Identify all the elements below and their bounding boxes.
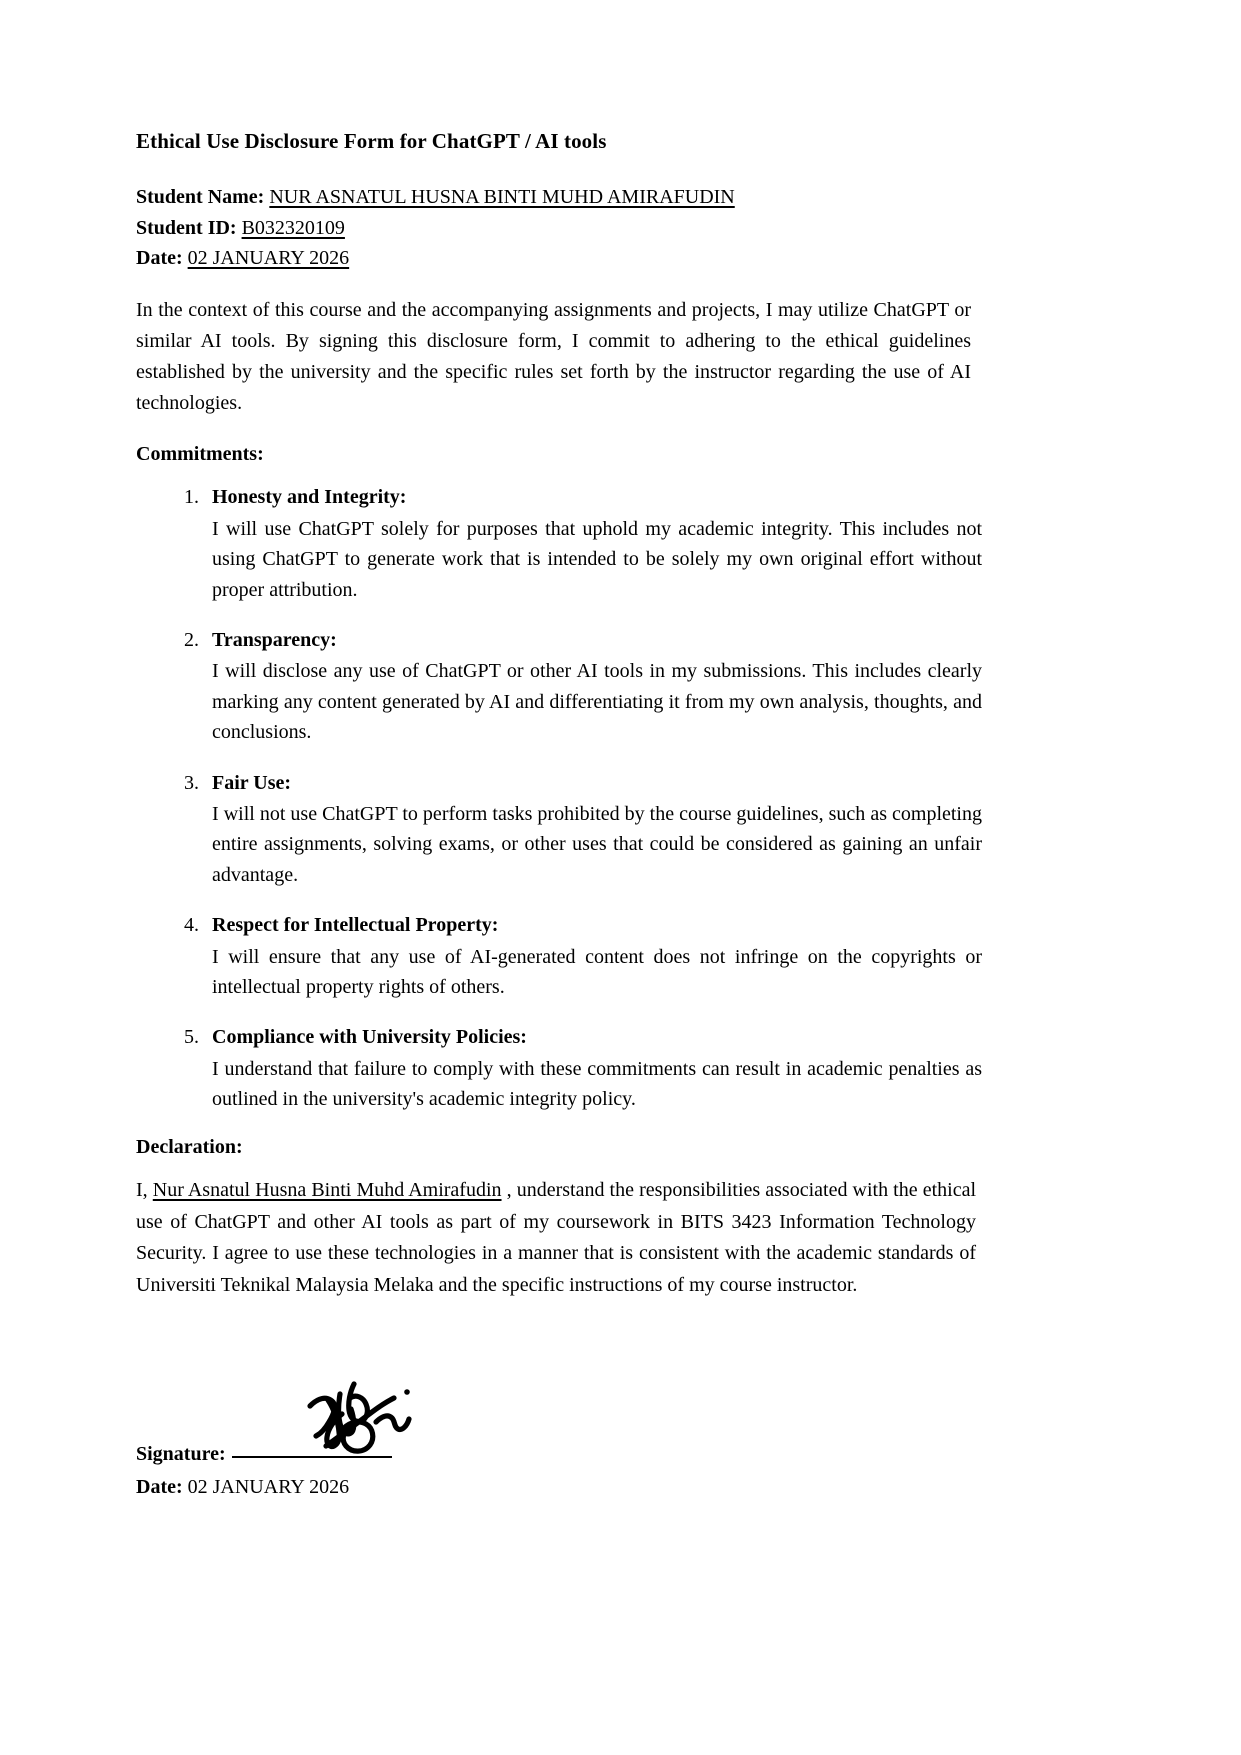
commitment-title: 1. Honesty and Integrity: <box>212 486 407 509</box>
commitment-body: I understand that failure to comply with these commitments can result in academic penalties as outlined in the university's academic integrity policy. <box>212 1057 982 1111</box>
signature-label: Signature: <box>136 1443 226 1465</box>
commitment-title: 2. Transparency: <box>212 628 337 651</box>
declaration-name: Nur Asnatul Husna Binti Muhd Amirafudin <box>152 1179 502 1202</box>
student-name-value: NUR ASNATUL HUSNA BINTI MUHD AMIRAFUDIN <box>269 186 735 209</box>
page-title: Ethical Use Disclosure Form for ChatGPT / AI tools <box>136 129 607 153</box>
commitments-list <box>136 482 982 1114</box>
commitment-body: I will use ChatGPT solely for purposes that uphold my academic integrity. This includes not using ChatGPT to generate work that is intended to be solely my own original effort without proper attribution. <box>212 517 982 601</box>
commitment-body: I will not use ChatGPT to perform tasks prohibited by the course guidelines, such as completing entire assignments, solving exams, or other uses that could be considered as gaining an unfair advantage. <box>212 802 982 886</box>
list-item <box>204 482 982 605</box>
student-info-block <box>136 182 976 273</box>
commitment-title: 3. Fair Use: <box>212 771 292 794</box>
student-id-label: Student ID: <box>136 216 237 239</box>
signature-block <box>136 1440 656 1499</box>
commitments-heading: Commitments: <box>136 443 264 466</box>
declaration-prefix: I, <box>136 1179 148 1202</box>
student-name-row <box>136 182 976 212</box>
student-id-row <box>136 213 976 243</box>
signature-row <box>136 1440 656 1474</box>
intro-paragraph: In the context of this course and the accompanying assignments and projects, I may utilize ChatGPT or similar AI tools. By signing this disclosure form, I commit to adhering to the ethical guidelines established by the university and the specific rules set forth by the instructor regarding the use of AI technologies. <box>136 299 971 415</box>
commitment-body: I will disclose any use of ChatGPT or other AI tools in my submissions. This includes clearly marking any content generated by AI and differentiating it from my own analysis, thoughts, and conclusions. <box>212 660 982 744</box>
student-name-label: Student Name: <box>136 186 265 209</box>
date-row <box>136 243 976 273</box>
commitment-title: 4. Respect for Intellectual Property: <box>212 914 499 937</box>
declaration-rest: , understand the responsibilities associated with the ethical use of ChatGPT and other AI tools as part of my coursework in BITS 3423 Information Technology Security. I agree to use these technologies in a manner that is consistent with the academic standards of Universiti Teknikal Malaysia Melaka and the specific instructions of my course instructor. <box>136 1179 977 1296</box>
declaration-paragraph <box>136 1175 976 1301</box>
document-body <box>136 128 982 1301</box>
list-item <box>204 1022 982 1114</box>
student-id-value: B032320109 <box>241 216 345 239</box>
signature-date-label: Date: <box>136 1476 183 1498</box>
declaration-heading: Declaration: <box>136 1136 243 1159</box>
list-item <box>204 625 982 748</box>
commitment-body: I will ensure that any use of AI-generated content does not infringe on the copyrights or intellectual property rights of others. <box>212 945 982 998</box>
list-item <box>204 768 982 891</box>
date-label: Date: <box>136 247 183 270</box>
commitment-title: 5. Compliance with University Policies: <box>212 1026 527 1049</box>
signature-date-row <box>136 1476 656 1499</box>
signature-date-value: 02 JANUARY 2026 <box>187 1476 350 1498</box>
list-item <box>204 910 982 1002</box>
signature-line <box>232 1440 392 1458</box>
date-value: 02 JANUARY 2026 <box>187 247 350 270</box>
